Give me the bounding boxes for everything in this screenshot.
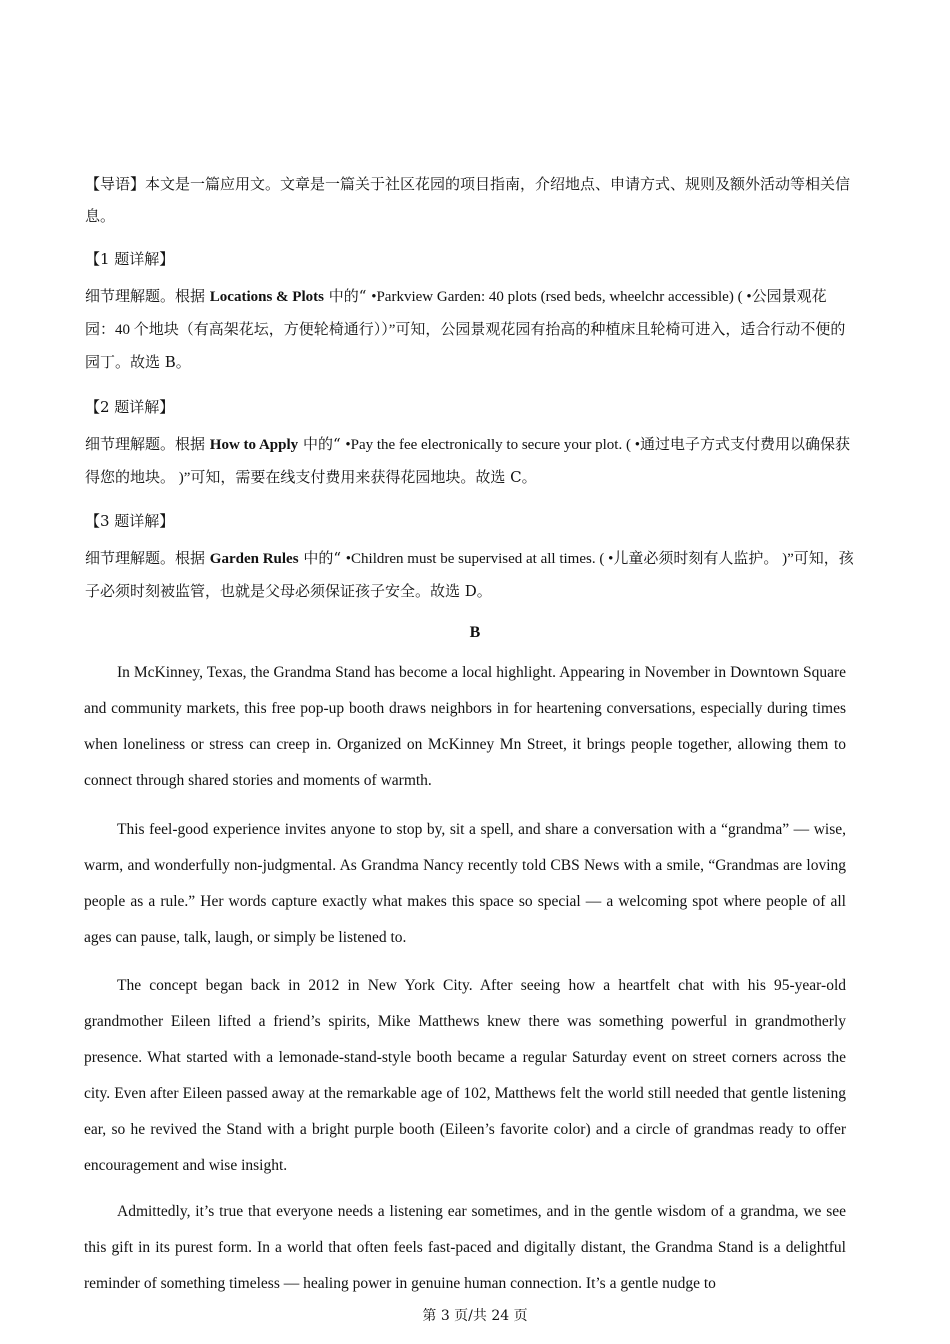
q2-section-name: How to Apply xyxy=(209,437,299,453)
q1-prefix: 细节理解题。根据 xyxy=(85,287,206,305)
q3-prefix: 细节理解题。根据 xyxy=(85,549,206,567)
passage-paragraph-3: The concept began back in 2012 in New York City. After seeing how a heartfelt chat with his 95-year-old grandmother Eileen lifted a friend’s spirits, Mike Matthews knew there was something powerful in grandmotherly presence. What started with a lemonade-stand-style booth became a regular Saturday event on street corners across the city. Even after Eileen passed away at the remarkable age of 102, Matthews felt the world still needed that gentle listening ear, so he revived the Stand with a bright purple booth (Eileen’s favorite color) and a circle of grandmas ready to offer encouragement and wise insight. xyxy=(84,977,846,1174)
q3-quote: •Children must be supervised at all times. ( •儿童必须时刻有人监护。 )” xyxy=(345,551,794,567)
q2-heading: 【2 题详解】 xyxy=(85,398,175,416)
q1-quote: •Parkview Garden: 40 plots (rsed beds, wheelchr accessible) ( •公园景观花园：40 个地块（有高架花坛，方便轮椅通行））” xyxy=(85,289,827,338)
q2-suffix: 可知，需要在线支付费用来获得花园地块。故选 C。 xyxy=(190,468,537,486)
q1-section-name: Locations & Plots xyxy=(209,289,324,305)
intro-label: 【导语】 xyxy=(85,175,146,193)
section-b-title: B xyxy=(469,624,481,641)
q3-heading: 【3 题详解】 xyxy=(85,512,175,530)
q1-heading: 【1 题详解】 xyxy=(85,250,175,268)
passage-paragraph-2: This feel-good experience invites anyone to stop by, sit a spell, and share a conversation with a “grandma” — wise, warm, and wonderfully non-judgmental. As Grandma Nancy recently told CBS News with a smile, “Grandmas are loving people as a rule.” Her words capture exactly what makes this space so special — a welcoming spot where people of all ages can pause, talk, laugh, or simply be listened to. xyxy=(84,821,846,946)
q1-suffix: 可知，公园景观花园有抬高的种植床且轮椅可进入，适合行动不便的园丁。故选 B。 xyxy=(85,320,846,371)
passage-paragraph-1: In McKinney, Texas, the Grandma Stand has become a local highlight. Appearing in November in Downtown Square and community markets, this free pop-up booth draws neighbors in for heartening conversations, especially during times when loneliness or stress can creep in. Organized on McKinney Mn Street, it brings people together, allowing them to connect through shared stories and moments of warmth. xyxy=(84,664,846,789)
q1-explanation xyxy=(85,280,855,378)
q3-section-name: Garden Rules xyxy=(209,551,299,567)
q3-mid: 中的“ xyxy=(303,549,342,567)
q3-suffix: 可知，孩子必须时刻被监管，也就是父母必须保证孩子安全。故选 D。 xyxy=(85,549,854,600)
q2-mid: 中的“ xyxy=(302,435,341,453)
passage-paragraph-4: Admittedly, it’s true that everyone needs a listening ear sometimes, and in the gentle wisdom of a grandma, we see this gift in its purest form. In a world that often feels fast-paced and digitally distant, the Grandma Stand is a delightful reminder of something timeless — healing power in genuine human connection. It’s a gentle nudge to xyxy=(84,1203,846,1292)
q1-mid: 中的“ xyxy=(328,287,367,305)
q3-explanation xyxy=(85,542,855,607)
intro-text: 本文是一篇应用文。文章是一篇关于社区花园的项目指南，介绍地点、申请方式、规则及额外活动等相关信息。 xyxy=(85,175,851,225)
page-number: 第 3 页/共 24 页 xyxy=(422,1308,528,1324)
q2-explanation xyxy=(85,428,855,494)
intro-paragraph xyxy=(85,168,855,232)
q2-prefix: 细节理解题。根据 xyxy=(85,435,206,453)
q2-quote: •Pay the fee electronically to secure your plot. ( •通过电子方式支付费用以确保获得您的地块。 )” xyxy=(85,437,850,486)
